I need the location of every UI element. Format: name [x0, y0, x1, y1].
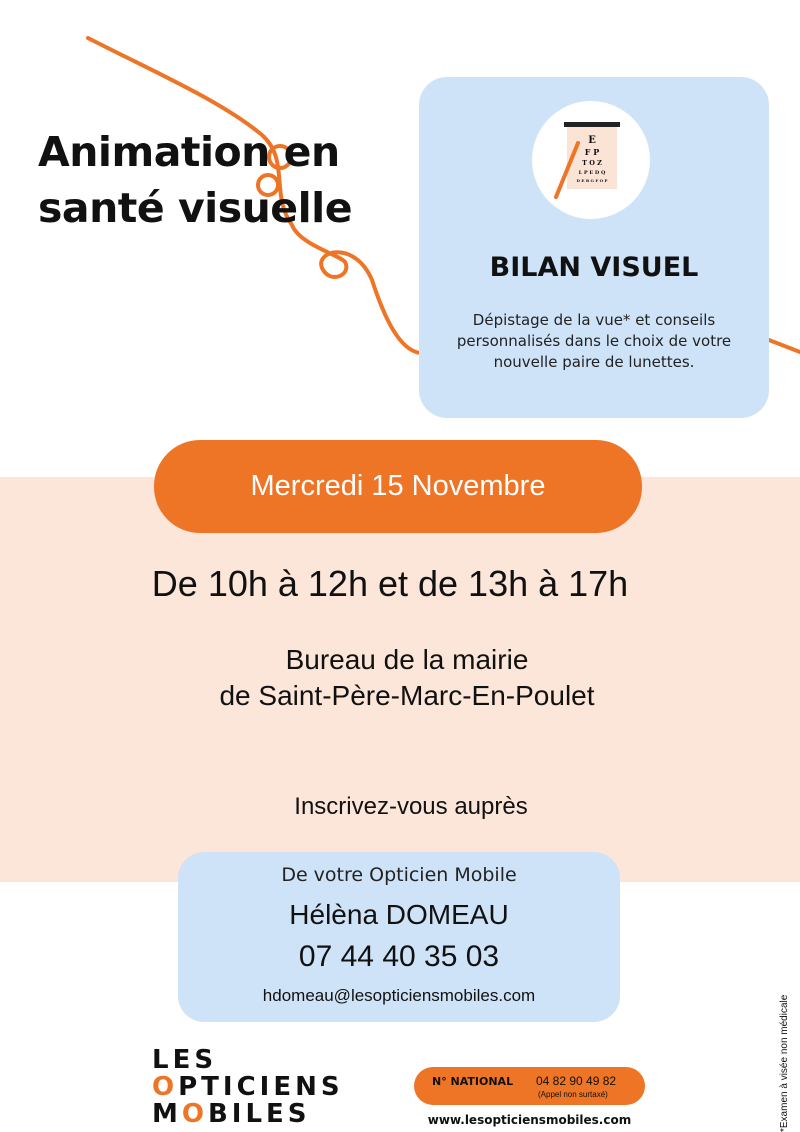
eye-chart-row-2: F P	[584, 147, 600, 157]
brand-logo	[152, 1047, 344, 1128]
title-line-2: santé visuelle	[38, 184, 353, 232]
eye-chart-icon	[532, 101, 650, 219]
bilan-card	[419, 77, 769, 418]
side-note: *Examen à visée non médicale	[779, 994, 790, 1132]
event-hours: De 10h à 12h et de 13h à 17h	[151, 563, 629, 604]
title-line-1: Animation en	[38, 128, 340, 176]
place-line-2: de Saint-Père-Marc-En-Poulet	[219, 680, 595, 711]
national-label: N° NATIONAL	[432, 1075, 514, 1088]
national-note: (Appel non surtaxé)	[538, 1090, 608, 1099]
logo-line-2	[152, 1074, 344, 1101]
eye-chart-row-5: D E R G F O P	[576, 178, 608, 183]
logo-o-accent: O	[152, 1072, 179, 1102]
logo-o-accent-2: O	[181, 1099, 208, 1129]
contact-email[interactable]: hdomeau@lesopticiensmobiles.com	[262, 986, 536, 1005]
eye-chart-badge	[532, 101, 650, 219]
eye-chart-row-4: L P E D Q	[578, 170, 606, 176]
website-link[interactable]: www.lesopticiensmobiles.com	[427, 1113, 632, 1127]
logo-line-2-rest: PTICIENS	[178, 1072, 344, 1102]
place-line-1: Bureau de la mairie	[285, 644, 529, 675]
logo-line-3-rest: BILES	[207, 1099, 311, 1129]
logo-m: M	[152, 1099, 182, 1129]
eye-chart-row-3: T O Z	[582, 159, 602, 167]
contact-name: Hélèna DOMEAU	[289, 899, 509, 930]
bilan-heading: BILAN VISUEL	[489, 252, 699, 283]
signup-text: Inscrivez-vous auprès	[294, 793, 528, 820]
event-date: Mercredi 15 Novembre	[154, 440, 642, 533]
event-place	[0, 642, 800, 714]
page-title	[38, 124, 352, 236]
national-number-badge	[414, 1067, 645, 1105]
logo-line-1: LES	[152, 1045, 218, 1075]
bilan-description: Dépistage de la vue* et conseils personnalisés dans le choix de votre nouvelle paire de lunettes.	[456, 311, 732, 371]
contact-card	[178, 852, 620, 1022]
eye-chart-row-1: E	[588, 135, 596, 146]
contact-phone[interactable]: 07 44 40 35 03	[298, 940, 500, 973]
contact-intro: De votre Opticien Mobile	[281, 864, 517, 886]
national-number[interactable]: 04 82 90 49 82	[536, 1074, 617, 1088]
logo-line-3	[152, 1101, 344, 1128]
